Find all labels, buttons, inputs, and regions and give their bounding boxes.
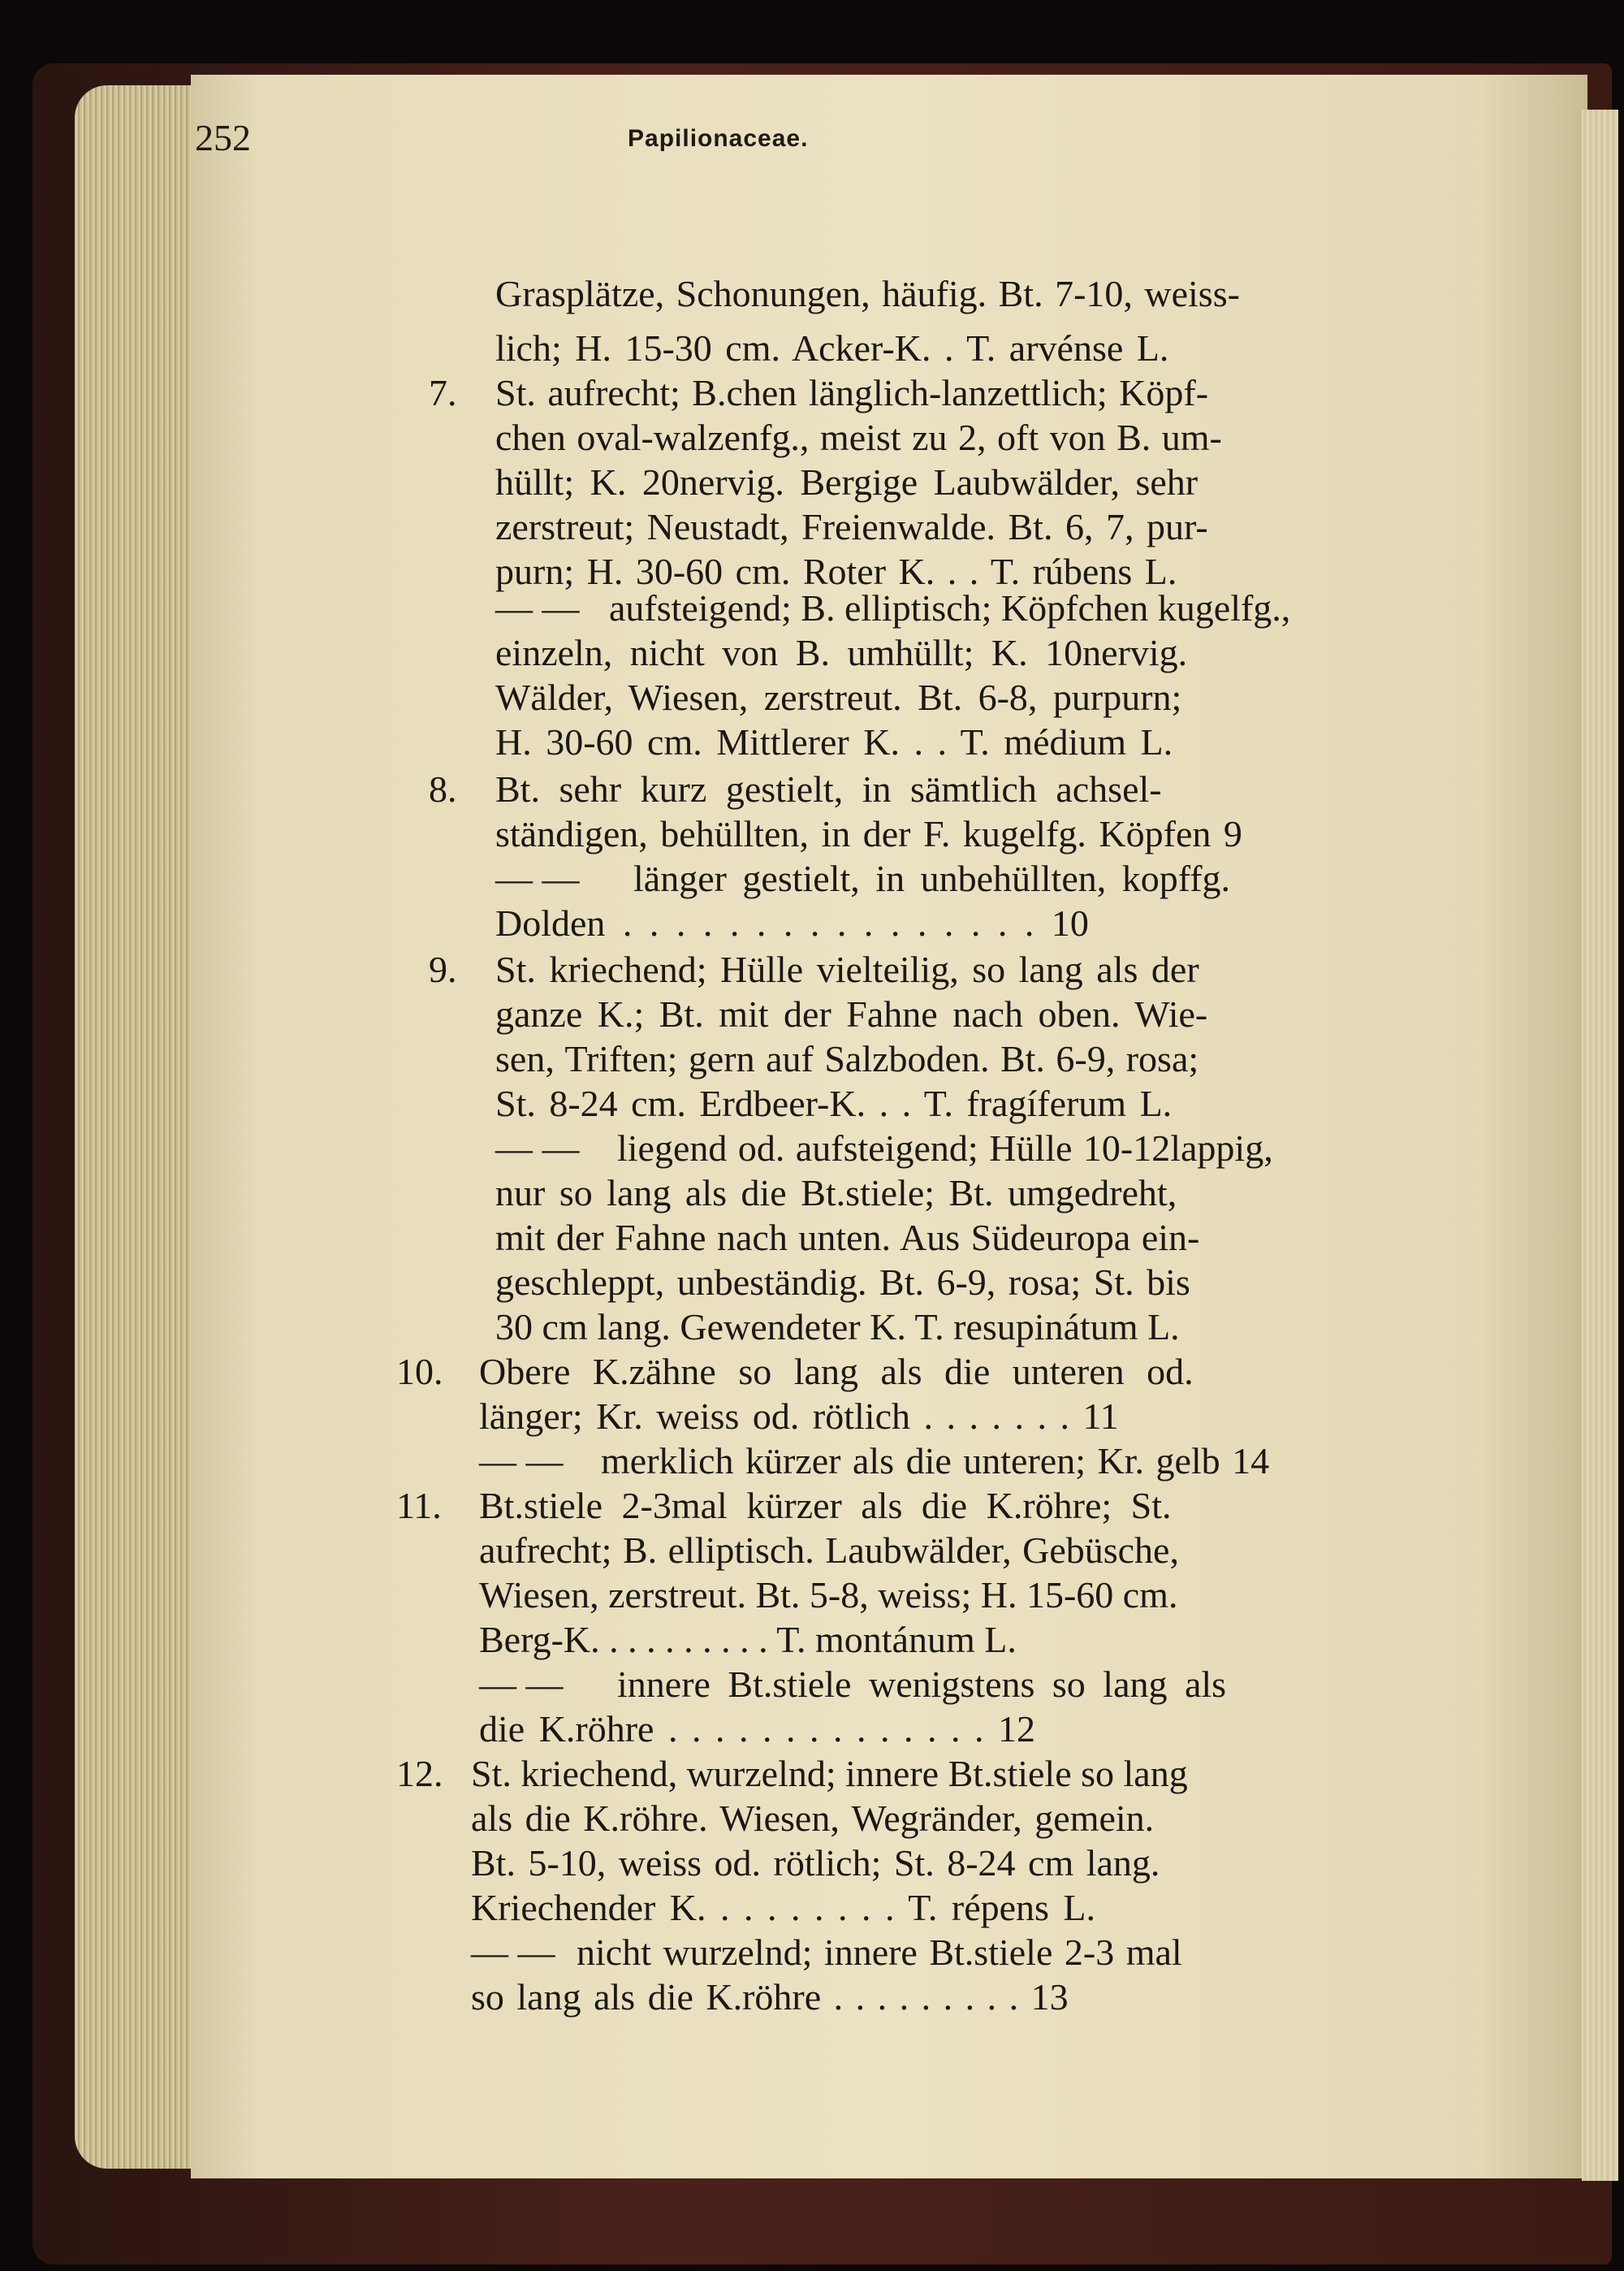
text-line: H. 30-60 cm. Mittlerer K. . . T. médium L. xyxy=(495,721,1173,763)
dash-lead: — — xyxy=(471,1931,555,1973)
key-number: 9. xyxy=(429,949,457,990)
text-line: St. kriechend; Hülle vielteilig, so lang als der xyxy=(495,949,1199,990)
text-line: St. kriechend, wurzelnd; innere Bt.stiele so lang xyxy=(471,1753,1188,1794)
dash-lead: — — xyxy=(479,1663,564,1705)
key-number: 11. xyxy=(396,1485,442,1526)
text-line: zerstreut; Neustadt, Freienwalde. Bt. 6, 7, pur- xyxy=(495,506,1208,547)
text-line: Grasplätze, Schonungen, häufig. Bt. 7-10, weiss- xyxy=(495,273,1240,314)
running-head: Papilionaceae. xyxy=(628,125,809,152)
text-line: Bt.stiele 2-3mal kürzer als die K.röhre; St. xyxy=(479,1485,1172,1526)
text-line: so lang als die K.röhre . . . . . . . . . 13 xyxy=(471,1976,1069,2018)
text-line: innere Bt.stiele wenigstens so lang als xyxy=(617,1663,1227,1705)
key-number: 8. xyxy=(429,768,457,810)
text-line: St. 8-24 cm. Erdbeer-K. . . T. fragíferum L. xyxy=(495,1083,1173,1124)
text-line: nicht wurzelnd; innere Bt.stiele 2-3 mal xyxy=(577,1931,1182,1973)
text-line: hüllt; K. 20nervig. Bergige Laubwälder, sehr xyxy=(495,461,1199,503)
page-number: 252 xyxy=(195,117,251,158)
text-line: merklich kürzer als die unteren; Kr. gelb 14 xyxy=(601,1440,1270,1482)
text-line: die K.röhre . . . . . . . . . . . . . . 12 xyxy=(479,1708,1035,1750)
text-line: liegend od. aufsteigend; Hülle 10-12lappig, xyxy=(617,1127,1273,1169)
dash-lead: — — xyxy=(495,1127,580,1169)
text-line: Bt. 5-10, weiss od. rötlich; St. 8-24 cm lang. xyxy=(471,1842,1160,1884)
text-line: chen oval-walzenfg., meist zu 2, oft von B. um- xyxy=(495,417,1222,458)
text-line: als die K.röhre. Wiesen, Wegränder, gemein. xyxy=(471,1797,1155,1839)
text-line: Berg-K. . . . . . . . . . T. montánum L. xyxy=(479,1619,1017,1660)
key-number: 7. xyxy=(429,372,457,413)
text-line: lich; H. 15-30 cm. Acker-K. . T. arvénse L. xyxy=(495,327,1169,369)
text-line: geschleppt, unbeständig. Bt. 6-9, rosa; St. bis xyxy=(495,1261,1190,1303)
text-line: aufsteigend; B. elliptisch; Köpfchen kugelfg., xyxy=(609,587,1291,629)
text-line: ständigen, behüllten, in der F. kugelfg. Köpfen 9 xyxy=(495,813,1242,854)
text-line: Wälder, Wiesen, zerstreut. Bt. 6-8, purpurn; xyxy=(495,677,1182,718)
text-line: Wiesen, zerstreut. Bt. 5-8, weiss; H. 15-60 cm. xyxy=(479,1574,1178,1616)
text-line: ganze K.; Bt. mit der Fahne nach oben. Wie- xyxy=(495,993,1208,1035)
text-line: purn; H. 30-60 cm. Roter K. . . T. rúbens L. xyxy=(495,551,1177,592)
key-number: 12. xyxy=(396,1753,443,1794)
text-line: Kriechender K. . . . . . . . . T. répens L. xyxy=(471,1887,1096,1928)
text-line: nur so lang als die Bt.stiele; Bt. umgedreht, xyxy=(495,1172,1177,1213)
text-line: Bt. sehr kurz gestielt, in sämtlich achsel- xyxy=(495,768,1162,810)
page-edges-right xyxy=(1582,110,1618,2181)
text-line: Dolden . . . . . . . . . . . . . . . . 10 xyxy=(495,902,1089,944)
text-line: einzeln, nicht von B. umhüllt; K. 10nervig. xyxy=(495,632,1188,673)
dash-lead: — — xyxy=(495,858,580,899)
text-line: 30 cm lang. Gewendeter K. T. resupinátum L. xyxy=(495,1306,1180,1347)
text-line: sen, Triften; gern auf Salzboden. Bt. 6-9, rosa; xyxy=(495,1038,1199,1079)
dash-lead: — — xyxy=(495,587,580,629)
text-line: mit der Fahne nach unten. Aus Südeuropa ein- xyxy=(495,1217,1200,1258)
text-line: länger gestielt, in unbehüllten, kopffg. xyxy=(633,858,1231,899)
dash-lead: — — xyxy=(479,1440,564,1482)
text-line: Obere K.zähne so lang als die unteren od. xyxy=(479,1351,1194,1392)
text-line: St. aufrecht; B.chen länglich-lanzettlich; Köpf- xyxy=(495,372,1209,413)
text-line: aufrecht; B. elliptisch. Laubwälder, Gebüsche, xyxy=(479,1529,1179,1571)
text-line: länger; Kr. weiss od. rötlich . . . . . . . 11 xyxy=(479,1395,1119,1437)
key-number: 10. xyxy=(396,1351,443,1392)
